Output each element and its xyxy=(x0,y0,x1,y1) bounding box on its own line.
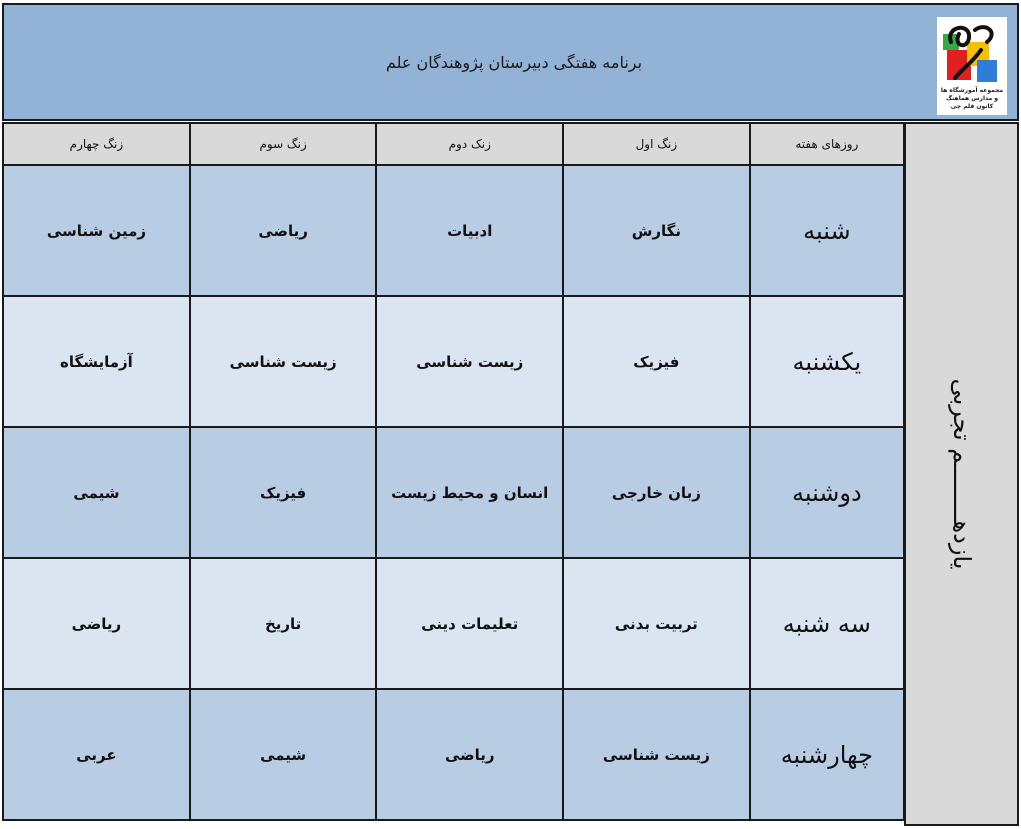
subject-cell: فیزیک xyxy=(563,296,750,427)
subject-cell: تعلیمات دینی xyxy=(376,558,563,689)
table-row xyxy=(3,296,904,427)
schedule-table xyxy=(2,122,905,821)
page-title: برنامه هفتگی دبیرستان پژوهندگان علم xyxy=(385,53,643,72)
school-logo xyxy=(937,17,1007,115)
grade-band xyxy=(904,122,1019,826)
column-header-bell3: زنگ سوم xyxy=(190,123,377,165)
day-cell: چهارشنبه xyxy=(750,689,904,820)
grade-label: یازدهــــــــم تجربی xyxy=(947,378,976,570)
subject-cell: زیست شناسی xyxy=(563,689,750,820)
subject-cell: آزمایشگاه xyxy=(3,296,190,427)
header-band xyxy=(2,3,1019,121)
subject-cell: ریاضی xyxy=(3,558,190,689)
subject-cell: شیمی xyxy=(3,427,190,558)
subject-cell: فیزیک xyxy=(190,427,377,558)
logo-caption: مجموعه آموزشگاه ها و مدارس هماهنگ کانون قلم چی xyxy=(940,87,1004,110)
column-header-bell2: زنک دوم xyxy=(376,123,563,165)
column-header-bell1: زنگ اول xyxy=(563,123,750,165)
column-header-days: روزهای هفته xyxy=(750,123,904,165)
subject-cell: انسان و محیط زیست xyxy=(376,427,563,558)
subject-cell: ادبیات xyxy=(376,165,563,296)
table-row xyxy=(3,689,904,820)
subject-cell: زیست شناسی xyxy=(190,296,377,427)
subject-cell: زمین شناسی xyxy=(3,165,190,296)
day-cell: دوشنبه xyxy=(750,427,904,558)
subject-cell: نگارش xyxy=(563,165,750,296)
logo-emblem-icon xyxy=(941,20,1003,86)
subject-cell: زبان خارجی xyxy=(563,427,750,558)
subject-cell: زیست شناسی xyxy=(376,296,563,427)
column-header-bell4: زنگ چهارم xyxy=(3,123,190,165)
table-row xyxy=(3,165,904,296)
table-row xyxy=(3,558,904,689)
subject-cell: تاریخ xyxy=(190,558,377,689)
column-header-row xyxy=(3,123,904,165)
day-cell: یکشنبه xyxy=(750,296,904,427)
day-cell: شنبه xyxy=(750,165,904,296)
subject-cell: ریاضی xyxy=(376,689,563,820)
subject-cell: تربیت بدنی xyxy=(563,558,750,689)
subject-cell: شیمی xyxy=(190,689,377,820)
table-row xyxy=(3,427,904,558)
subject-cell: عربی xyxy=(3,689,190,820)
day-cell: سه شنبه xyxy=(750,558,904,689)
subject-cell: ریاضی xyxy=(190,165,377,296)
